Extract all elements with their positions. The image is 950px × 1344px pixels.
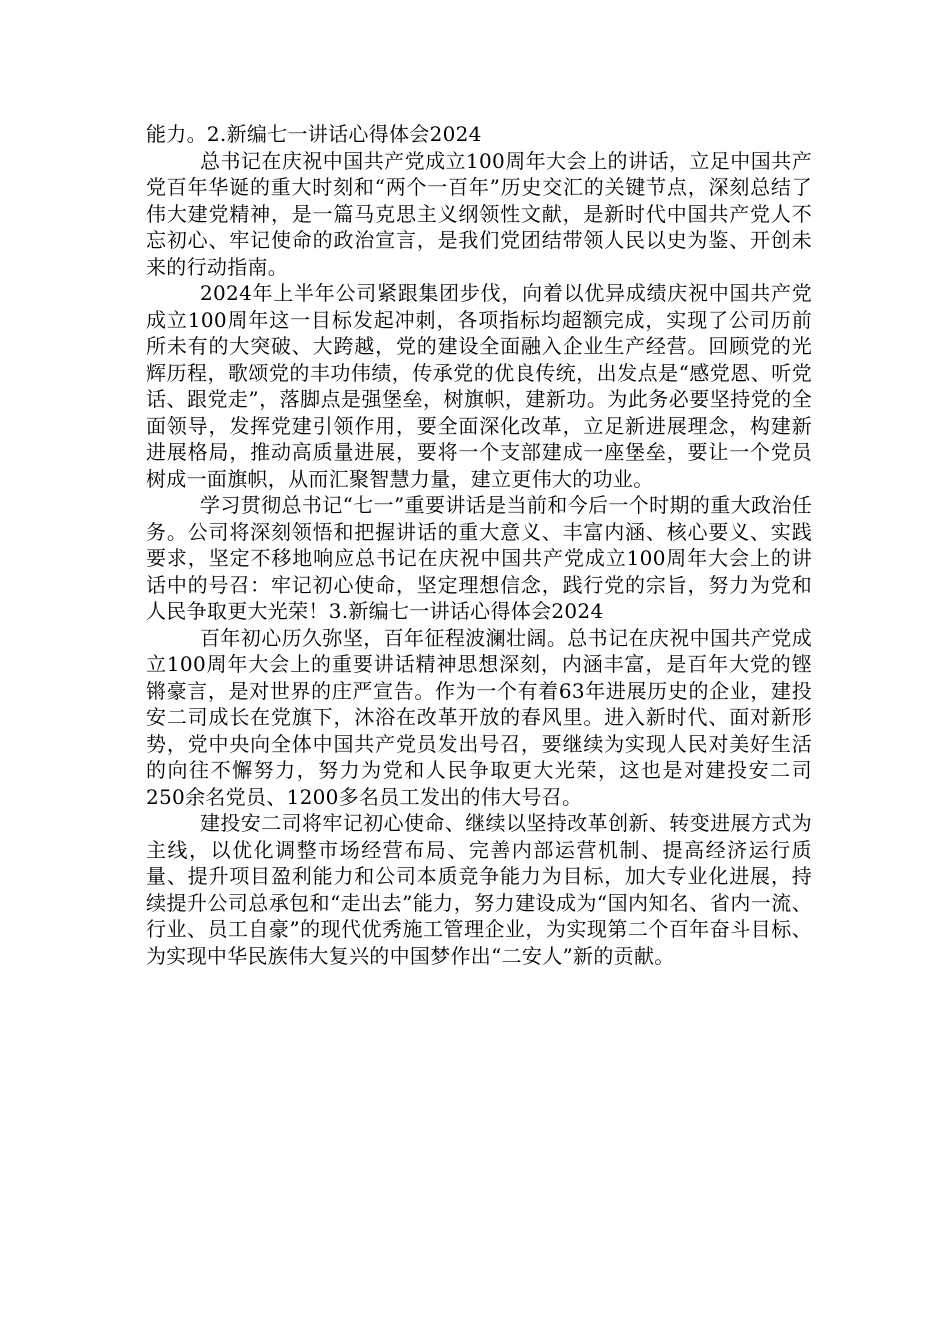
paragraph: 学习贯彻总书记“七一”重要讲话是当前和今后一个时期的重大政治任务。公司将深刻领悟和把握讲话的重大意义、丰富内涵、核心要义、实践要求，坚定不移地响应总书记在庆祝中国共产党成立100周年大会上的讲话中的号召：牢记初心使命，坚定理想信念，践行党的宗旨，努力为党和人民争取更大光荣！3.新编七一讲话心得体会2024	[146, 493, 812, 623]
paragraph: 总书记在庆祝中国共产党成立100周年大会上的讲话，立足中国共产党百年华诞的重大时刻和“两个一百年”历史交汇的关键节点，深刻总结了伟大建党精神，是一篇马克思主义纲领性文献，是新时代中国共产党人不忘初心、牢记使命的政治宣言，是我们党团结带领人民以史为鉴、开创未来的行动指南。	[146, 148, 812, 279]
document-body	[146, 121, 812, 969]
paragraph: 建投安二司将牢记初心使命、继续以坚持改革创新、转变进展方式为主线，以优化调整市场经营布局、完善内部运营机制、提高经济运行质量、提升项目盈利能力和公司本质竞争能力为目标，加大专业化进展，持续提升公司总承包和“走出去”能力，努力建设成为“国内知名、省内一流、行业、员工自豪”的现代优秀施工管理企业，为实现第二个百年奋斗目标、为实现中华民族伟大复兴的中国梦作出“二安人”新的贡献。	[146, 811, 812, 968]
paragraph: 百年初心历久弥坚，百年征程波澜壮阔。总书记在庆祝中国共产党成立100周年大会上的重要讲话精神思想深刻，内涵丰富，是百年大党的铿锵豪言，是对世界的庄严宣告。作为一个有着63年进展历史的企业，建投安二司成长在党旗下，沐浴在改革开放的春风里。进入新时代、面对新形势，党中央向全体中国共产党员发出号召，要继续为实现人民对美好生活的向往不懈努力，努力为党和人民争取更大光荣，这也是对建投安二司250余名党员、1200多名员工发出的伟大号召。	[146, 625, 812, 809]
paragraph-heading-continuation: 能力。2.新编七一讲话心得体会2024	[146, 122, 482, 146]
paragraph: 2024年上半年公司紧跟集团步伐，向着以优异成绩庆祝中国共产党成立100周年这一目标发起冲刺，各项指标均超额完成，实现了公司历前所未有的大突破、大跨越，党的建设全面融入企业生产经营。回顾党的光辉历程，歌颂党的丰功伟绩，传承党的优良传统，出发点是“感党恩、听党话、跟党走”，落脚点是强堡垒，树旗帜，建新功。为此务必要坚持党的全面领导，发挥党建引领作用，要全面深化改革，立足新进展理念，构建新进展格局，推动高质量进展，要将一个支部建成一座堡垒，要让一个党员树成一面旗帜，从而汇聚智慧力量，建立更伟大的功业。	[146, 281, 812, 491]
